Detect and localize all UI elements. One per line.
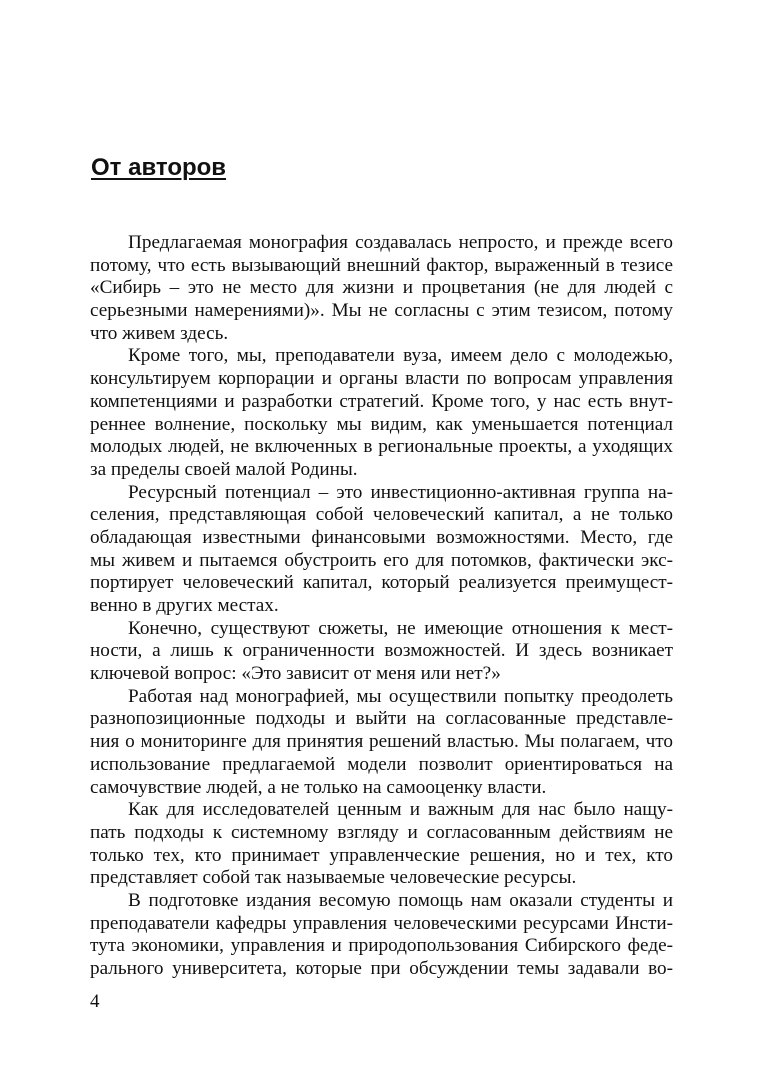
paragraph xyxy=(90,686,673,799)
text-line: серьезными намерениями)». Мы не согласны с этим тезисом, потому xyxy=(90,300,673,322)
text-line: ключевой вопрос: «Это зависит от меня или нет?» xyxy=(90,663,501,685)
text-line: рального университета, которые при обсуждении темы задавали во- xyxy=(90,958,673,979)
text-line: мы живем и пытаемся обустроить его для потомков, фактически экс- xyxy=(90,549,673,571)
text-line: разнопозиционные подходы и выйти на согласованные представле- xyxy=(90,708,673,730)
paragraph xyxy=(90,890,673,981)
text-line: Ресурсный потенциал – это инвестиционно-активная группа на- xyxy=(128,481,673,503)
text-line: «Сибирь – это не место для жизни и процветания (не для людей с xyxy=(90,277,673,299)
text-line: Как для исследователей ценным и важным для нас было нащу- xyxy=(128,799,673,821)
text-line: только тех, кто принимает управленческие решения, но и тех, кто xyxy=(90,844,673,866)
text-line: Работая над монографией, мы осуществили попытку преодолеть xyxy=(128,685,673,707)
text-line: за пределы своей малой Родины. xyxy=(90,458,358,480)
page-number: 4 xyxy=(90,991,100,1012)
text-line: В подготовке издания весомую помощь нам оказали студенты и xyxy=(128,889,673,911)
paragraph xyxy=(90,482,673,618)
text-line: ности, а лишь к ограниченности возможностей. И здесь возникает xyxy=(90,640,673,662)
text-line: венно в других местах. xyxy=(90,595,279,616)
paragraph xyxy=(90,618,673,686)
paragraph xyxy=(90,345,673,481)
text-line: компетенциями и разработки стратегий. Кроме того, у нас есть внут- xyxy=(90,390,673,412)
paragraph xyxy=(90,799,673,890)
text-line: реннее волнение, поскольку мы видим, как уменьшается потенциал xyxy=(90,413,673,435)
text-line: представляет собой так называемые человеческие ресурсы. xyxy=(90,867,577,889)
text-line: обладающая известными финансовыми возможностями. Место, где xyxy=(90,526,673,548)
text-line: консультируем корпорации и органы власти по вопросам управления xyxy=(90,368,673,390)
text-line: Кроме того, мы, преподаватели вуза, имеем дело с молодежью, xyxy=(128,345,673,367)
text-line: молодых людей, не включенных в региональные проекты, а уходящих xyxy=(90,436,673,458)
paragraph xyxy=(90,232,673,345)
text-line: самочувствие людей, а не только на самооценку власти. xyxy=(90,776,547,798)
text-line: преподаватели кафедры управления человеческими ресурсами Инсти- xyxy=(90,912,673,934)
text-line: потому, что есть вызывающий внешний фактор, выраженный в тезисе xyxy=(90,254,673,276)
text-line: Конечно, существуют сюжеты, не имеющие отношения к мест- xyxy=(128,617,673,639)
text-line: что живем здесь. xyxy=(90,322,229,344)
section-heading: От авторов xyxy=(91,154,227,181)
text-line: портирует человеческий капитал, который реализуется преимущест- xyxy=(90,572,673,594)
text-line: пать подходы к системному взгляду и согласованным действиям не xyxy=(90,821,673,843)
text-line: тута экономики, управления и природопользования Сибирского феде- xyxy=(90,935,673,957)
text-line: Предлагаемая монография создавалась непросто, и прежде всего xyxy=(128,232,673,253)
body-text xyxy=(90,232,673,981)
text-line: использование предлагаемой модели позволит ориентироваться на xyxy=(90,753,673,775)
text-line: ния о мониторинге для принятия решений властью. Мы полагаем, что xyxy=(90,731,673,753)
text-line: селения, представляющая собой человеческий капитал, а не только xyxy=(90,504,673,526)
